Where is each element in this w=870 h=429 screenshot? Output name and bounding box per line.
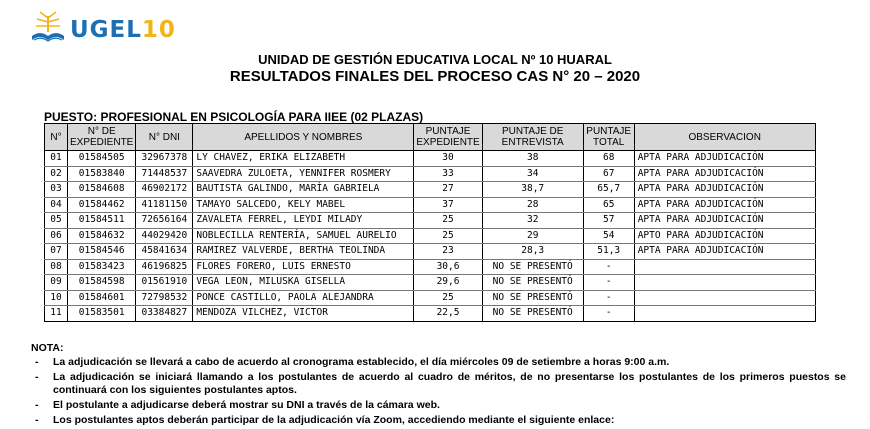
table-header-row [45, 124, 816, 151]
cell-dni: 03384827 [136, 306, 193, 322]
ugel-logo [28, 10, 176, 46]
cell-expediente: 01584601 [68, 290, 136, 306]
cell-puntaje-expediente: 30 [414, 151, 482, 167]
cell-puntaje-expediente: 27 [414, 182, 482, 198]
cell-name: BAUTISTA GALINDO, MARÍA GABRIELA [193, 182, 414, 198]
note-item [31, 414, 846, 427]
cell-observacion [634, 290, 815, 306]
cell-puntaje-entrevista: NO SE PRESENTÓ [482, 275, 583, 291]
cell-puntaje-expediente: 37 [414, 197, 482, 213]
table-row [45, 259, 816, 275]
col-header-expediente: N° DE EXPEDIENTE [68, 124, 136, 151]
table-row [45, 182, 816, 198]
table-row [45, 275, 816, 291]
document-title: RESULTADOS FINALES DEL PROCESO CAS N° 20 – 2020 [229, 68, 641, 85]
cell-puntaje-total: 68 [583, 151, 634, 167]
cell-dni: 72656164 [136, 213, 193, 229]
cell-number: 02 [45, 166, 68, 182]
cell-puntaje-entrevista: 34 [482, 166, 583, 182]
col-header-puntaje-entrevista: PUNTAJE DE ENTREVISTA [482, 124, 583, 151]
cell-dni: 41181150 [136, 197, 193, 213]
bullet-dash: - [35, 414, 39, 426]
cell-puntaje-expediente: 22,5 [414, 306, 482, 322]
cell-puntaje-total: 67 [583, 166, 634, 182]
cell-puntaje-entrevista: 38,7 [482, 182, 583, 198]
cell-observacion: APTA PARA ADJUDICACIÓN [634, 182, 815, 198]
cell-puntaje-entrevista: 28,3 [482, 244, 583, 260]
col-header-number: N° [45, 124, 68, 151]
cell-puntaje-expediente: 29,6 [414, 275, 482, 291]
cell-puntaje-entrevista: 32 [482, 213, 583, 229]
cell-puntaje-total: - [583, 275, 634, 291]
cell-puntaje-expediente: 33 [414, 166, 482, 182]
cell-number: 08 [45, 259, 68, 275]
cell-name: RAMIREZ VALVERDE, BERTHA TEOLINDA [193, 244, 414, 260]
cell-puntaje-total: - [583, 306, 634, 322]
cell-expediente: 01584511 [68, 213, 136, 229]
cell-name: SAAVEDRA ZULOETA, YENNIFER ROSMERY [193, 166, 414, 182]
cell-expediente: 01583423 [68, 259, 136, 275]
cell-puntaje-expediente: 25 [414, 228, 482, 244]
col-header-observacion: OBSERVACION [634, 124, 815, 151]
organization-name: UNIDAD DE GESTIÓN EDUCATIVA LOCAL Nº 10 HUARAL [258, 52, 612, 67]
table-row [45, 290, 816, 306]
cell-number: 05 [45, 213, 68, 229]
cell-puntaje-entrevista: 38 [482, 151, 583, 167]
note-item [31, 399, 846, 412]
cell-dni: 44029420 [136, 228, 193, 244]
cell-number: 10 [45, 290, 68, 306]
cell-expediente: 01584608 [68, 182, 136, 198]
note-item [31, 356, 846, 369]
cell-observacion: APTA PARA ADJUDICACIÓN [634, 244, 815, 260]
cell-name: TAMAYO SALCEDO, KELY MABEL [193, 197, 414, 213]
cell-puntaje-expediente: 23 [414, 244, 482, 260]
cell-puntaje-entrevista: NO SE PRESENTÓ [482, 306, 583, 322]
cell-name: FLORES FORERO, LUIS ERNESTO [193, 259, 414, 275]
cell-name: NOBLECILLA RENTERÍA, SAMUEL AURELIO [193, 228, 414, 244]
logo-wordmark: UGEL10 [70, 17, 176, 43]
cell-name: PONCE CASTILLO, PAOLA ALEJANDRA [193, 290, 414, 306]
cell-number: 03 [45, 182, 68, 198]
note-text: La adjudicación se iniciará llamando a los postulantes de acuerdo al cuadro de méritos, de no presentarse los postulantes de los primeros puestos se continuará con los siguientes postulantes aptos. [53, 371, 846, 396]
cell-expediente: 01584546 [68, 244, 136, 260]
cell-dni: 32967378 [136, 151, 193, 167]
cell-expediente: 01583501 [68, 306, 136, 322]
cell-puntaje-expediente: 25 [414, 213, 482, 229]
table-row [45, 197, 816, 213]
col-header-puntaje-total: PUNTAJE TOTAL [583, 124, 634, 151]
cell-number: 06 [45, 228, 68, 244]
cell-observacion [634, 259, 815, 275]
cell-number: 11 [45, 306, 68, 322]
cell-puntaje-expediente: 25 [414, 290, 482, 306]
bullet-dash: - [35, 399, 39, 411]
cell-observacion: APTA PARA ADJUDICACIÓN [634, 151, 815, 167]
cell-expediente: 01584598 [68, 275, 136, 291]
cell-observacion [634, 275, 815, 291]
cell-number: 01 [45, 151, 68, 167]
cell-puntaje-entrevista: 28 [482, 197, 583, 213]
cell-observacion: APTA PARA ADJUDICACIÓN [634, 213, 815, 229]
cell-dni: 45841634 [136, 244, 193, 260]
table-row [45, 306, 816, 322]
cell-expediente: 01584505 [68, 151, 136, 167]
results-table [44, 123, 816, 322]
cell-name: LY CHAVEZ, ERIKA ELIZABETH [193, 151, 414, 167]
cell-number: 04 [45, 197, 68, 213]
table-row [45, 166, 816, 182]
col-header-dni: N° DNI [136, 124, 193, 151]
bullet-dash: - [35, 371, 39, 383]
cell-expediente: 01584632 [68, 228, 136, 244]
position-heading: PUESTO: PROFESIONAL EN PSICOLOGÍA PARA IIEE (02 PLAZAS) [44, 110, 424, 124]
cell-puntaje-total: 65,7 [583, 182, 634, 198]
cell-observacion: APTA PARA ADJUDICACIÓN [634, 197, 815, 213]
cell-name: VEGA LEON, MILUSKA GISELLA [193, 275, 414, 291]
col-header-name: APELLIDOS Y NOMBRES [193, 124, 414, 151]
cell-puntaje-total: 57 [583, 213, 634, 229]
cell-number: 09 [45, 275, 68, 291]
table-row [45, 244, 816, 260]
cell-observacion: APTO PARA ADJUDICACIÓN [634, 228, 815, 244]
cell-expediente: 01583840 [68, 166, 136, 182]
cell-dni: 46196825 [136, 259, 193, 275]
col-header-puntaje-expediente: PUNTAJE EXPEDIENTE [414, 124, 482, 151]
cell-puntaje-entrevista: NO SE PRESENTÓ [482, 259, 583, 275]
note-item [31, 371, 846, 397]
cell-observacion: APTA PARA ADJUDICACIÓN [634, 166, 815, 182]
bullet-dash: - [35, 356, 39, 368]
cell-observacion [634, 306, 815, 322]
note-text: Los postulantes aptos deberán participar de la adjudicación vía Zoom, accediendo mediante el siguiente enlace: [53, 414, 615, 426]
cell-puntaje-total: - [583, 259, 634, 275]
cell-puntaje-total: 51,3 [583, 244, 634, 260]
cell-dni: 71448537 [136, 166, 193, 182]
cell-name: ZAVALETA FERREL, LEYDI MILADY [193, 213, 414, 229]
cell-puntaje-entrevista: NO SE PRESENTÓ [482, 290, 583, 306]
note-text: El postulante a adjudicarse deberá mostrar su DNI a través de la cámara web. [53, 399, 440, 411]
cell-expediente: 01584462 [68, 197, 136, 213]
cell-dni: 72798532 [136, 290, 193, 306]
cell-puntaje-total: - [583, 290, 634, 306]
cell-name: MENDOZA VILCHEZ, VICTOR [193, 306, 414, 322]
table-row [45, 213, 816, 229]
table-row [45, 151, 816, 167]
cell-number: 07 [45, 244, 68, 260]
cell-puntaje-entrevista: 29 [482, 228, 583, 244]
cell-dni: 01561910 [136, 275, 193, 291]
notes-list [31, 356, 846, 427]
notes-section [31, 342, 846, 429]
results-table-body [45, 151, 816, 322]
notes-label: NOTA: [31, 342, 64, 354]
note-text: La adjudicación se llevará a cabo de acuerdo al cronograma establecido, el día miércoles 09 de setiembre a horas 9:00 a.m. [53, 356, 670, 368]
table-row [45, 228, 816, 244]
cell-puntaje-expediente: 30,6 [414, 259, 482, 275]
cell-puntaje-total: 65 [583, 197, 634, 213]
cell-dni: 46902172 [136, 182, 193, 198]
cell-puntaje-total: 54 [583, 228, 634, 244]
book-emblem-icon [28, 10, 68, 46]
